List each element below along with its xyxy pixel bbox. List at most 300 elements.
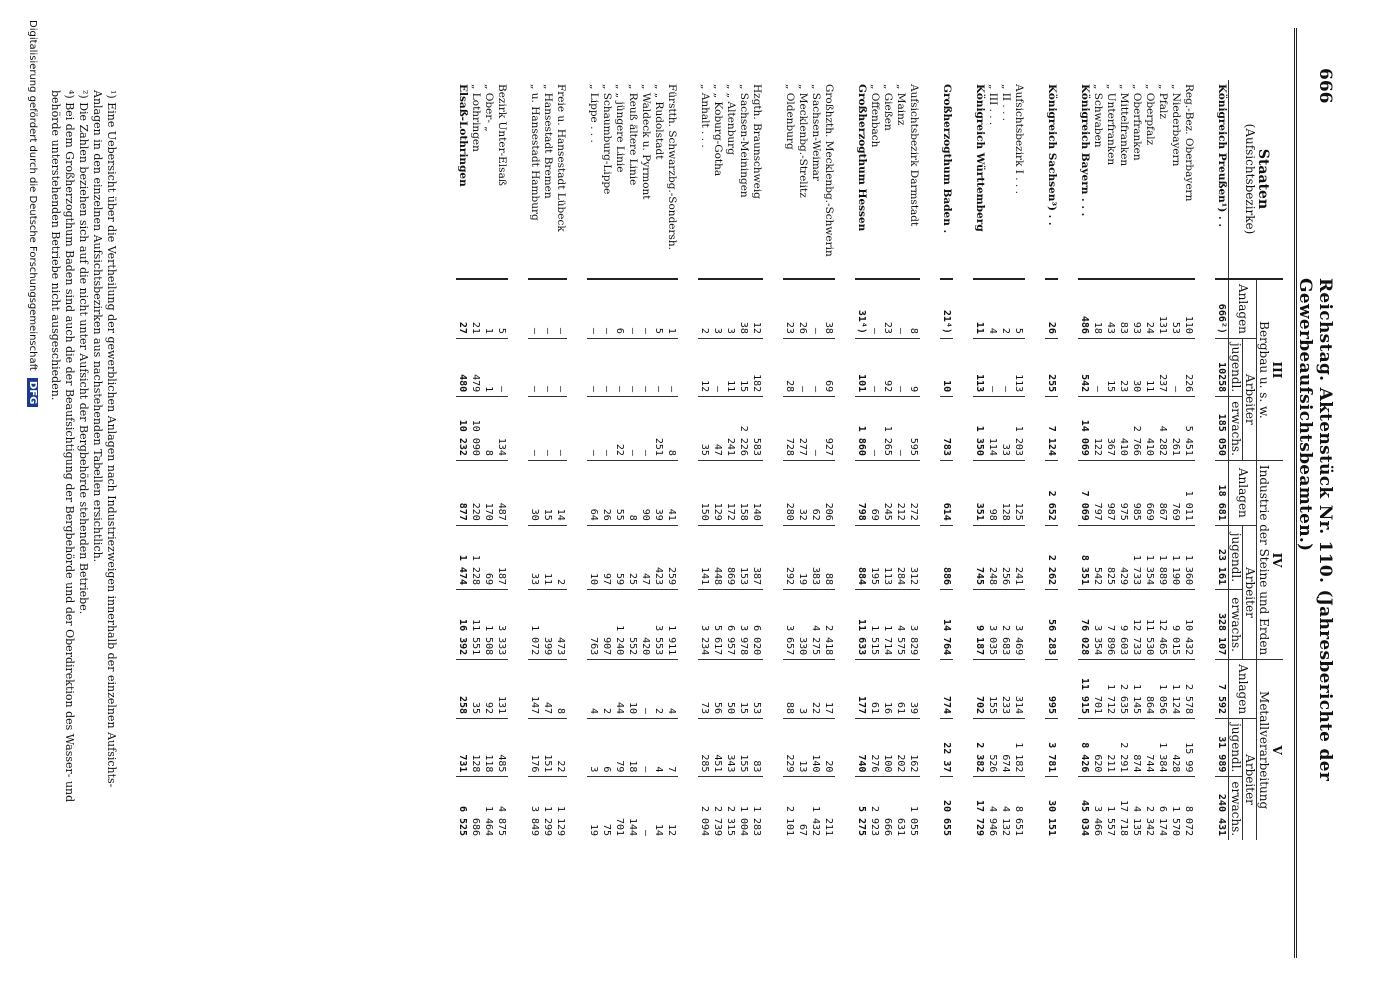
table-cell: 47 [541,660,554,719]
table-cell: — [868,338,881,396]
table-cell: 233 [999,660,1012,719]
table-cell: 864 [1143,660,1156,719]
table-cell: 56 283 [1045,590,1058,660]
table-cell: 328 107 [1215,590,1229,660]
table-cell: 237 [1156,338,1169,396]
table-cell: 1 283 [750,777,763,840]
table-row [737,80,750,840]
row-spacer [763,80,783,840]
table-row [894,80,907,840]
table-cell: 2 [554,525,567,589]
table-cell: — [587,338,600,396]
table-cell: 28 [783,338,796,396]
digitization-note [27,20,38,407]
table-cell: 101 [855,338,868,396]
table-cell: 33 [999,397,1012,461]
table-cell: 1 712 [1104,660,1117,719]
table-cell: — [639,279,652,338]
table-cell: 33 [528,525,541,589]
table-cell: 6 020 [750,590,763,660]
table-cell: 92 [881,338,894,396]
table-cell: 2 094 [698,777,711,840]
row-label: „ Schwaben [1091,80,1104,279]
row-label: „ Unterfranken [1104,80,1117,279]
table-cell: 79 [613,719,626,777]
table-cell: 23 161 [1215,525,1229,589]
table-cell: 763 [587,590,600,660]
table-cell: 7 069 [1078,460,1091,525]
row-label: „ Schaumburg-Lippe [600,80,613,279]
table-cell: 170 [482,460,495,525]
table-cell: 110 [1182,279,1195,338]
table-cell: 7 [665,719,678,777]
table-cell: 21⁴) [940,279,953,338]
table-cell: 23 [1117,338,1130,396]
table-cell: 8 [665,397,678,461]
row-label: „ Anhalt . . . [698,80,711,279]
footnote-1-cont: Anlagen in den einzelnen Aufsichtsbezirken aus nachstehenden Tabellen ersichtlich. [91,90,104,563]
table-cell: 3 [796,660,809,719]
digitization-text: Digitalisierung gefördert durch die Deutsche Forschungsgemeinschaft [27,20,38,371]
table-cell: 552 [626,590,639,660]
row-label: „ Oberfranken [1130,80,1143,279]
table-cell: 73 [698,660,711,719]
group-header-iii: III Bergbau u. s. w. [1257,279,1284,460]
row-label: „ „ Altenburg [724,80,737,279]
table-cell: 987 [1104,460,1117,525]
table-cell: 480 [456,338,469,396]
table-cell: — [639,777,652,840]
table-cell: 26 [796,279,809,338]
table-cell: 686 [469,777,482,840]
table-cell: 15 [737,338,750,396]
table-cell: 176 [528,719,541,777]
table-cell: 4 [986,279,999,338]
table-row [953,80,973,840]
table-cell: 1 124 [1169,660,1182,719]
table-cell: 14 069 [1078,397,1091,461]
table-row [600,80,613,840]
table-cell: 7 896 [1104,590,1117,660]
table-cell: — [626,279,639,338]
table-cell: 276 [868,719,881,777]
table-cell: 147 [528,660,541,719]
table-cell: 907 [600,590,613,660]
row-spacer [953,80,973,840]
table-cell: 144 [626,777,639,840]
table-cell: 61 [894,660,907,719]
row-label: „ Lothringen [469,80,482,279]
table-cell: 2 101 [783,777,796,840]
dfg-logo: DFG [27,378,38,407]
table-cell: 877 [456,460,469,525]
table-row [881,80,894,840]
table-cell: — [528,279,541,338]
table-row [973,80,986,840]
table-cell: 61 [868,660,881,719]
table-cell: 211 [822,777,835,840]
table-cell: 5 451 [1182,397,1195,461]
table-cell: 542 [1091,525,1104,589]
table-cell: 284 [894,525,907,589]
table-row [855,80,868,840]
table-row [1091,80,1104,840]
table-cell: 3 553 [652,590,665,660]
table-row [763,80,783,840]
table-cell: 272 [907,460,920,525]
table-cell: 134 [495,397,508,461]
table-cell: 485 [495,719,508,777]
table-cell: 9 187 [973,590,986,660]
table-row [783,80,796,840]
table-row [626,80,639,840]
table-cell: — [626,397,639,461]
table-cell: 12 733 [1130,590,1143,660]
table-cell: 10 232 [456,397,469,461]
row-label: „ Mainz [894,80,907,279]
table-cell: 2 [999,279,1012,338]
table-row [665,80,678,840]
row-spacer [1025,80,1045,840]
table-cell: 251 [652,397,665,461]
table-cell: 10 432 [1182,590,1195,660]
erwachs-header: erwachs. [1229,590,1243,660]
table-cell: 10 [940,338,953,396]
table-cell: 2 923 [868,777,881,840]
table-cell: 1 299 [541,777,554,840]
table-cell: — [587,397,600,461]
table-cell: 367 [1104,397,1117,461]
table-cell: 14 [652,777,665,840]
table-cell: 3 035 [986,590,999,660]
table-cell: 19 [587,777,600,840]
table-cell: 92 [482,660,495,719]
table-cell: 69 [482,525,495,589]
table-cell: 423 [652,525,665,589]
table-cell: 995 [1045,660,1058,719]
table-cell: 3 469 [1012,590,1025,660]
table-cell: 12 [750,279,763,338]
table-cell: 75 [600,777,613,840]
table-cell: 5 [1012,279,1025,338]
row-label: „ II . . . [999,80,1012,279]
table-cell: 745 [973,525,986,589]
table-cell: 158 [737,460,750,525]
table-cell: 241 [1012,525,1025,589]
table-cell: 583 [750,397,763,461]
row-label: Aufsichtsbezirk Darmstadt [907,80,920,279]
table-row [835,80,855,840]
table-cell: 261 [1169,397,1182,461]
row-label: „ Hansestadt Bremen [541,80,554,279]
table-cell: 11 [1143,338,1156,396]
table-cell: 1 464 [482,777,495,840]
table-cell: 285 [698,719,711,777]
table-cell: 240 431 [1215,777,1229,840]
table-cell: — [665,338,678,396]
states-header: Staaten (Aufsichtsbezirke) [1229,80,1284,279]
arbeiter-header: Arbeiter [1243,525,1257,659]
table-cell: 56 [711,660,724,719]
table-row [639,80,652,840]
table-cell: 1 228 [469,525,482,589]
table-cell: 38 [737,279,750,338]
table-cell: 410 [1117,397,1130,461]
table-cell: 1 240 [613,590,626,660]
table-cell: 22 [613,397,626,461]
table-row [1058,80,1078,840]
table-cell: 6 174 [1156,777,1169,840]
table-cell: 428 [1169,719,1182,777]
table-cell: 292 [783,525,796,589]
table-cell: 113 [1012,338,1025,396]
table-cell: 351 [973,460,986,525]
table-cell: 8 426 [1078,719,1091,777]
table-row [554,80,567,840]
table-cell: 975 [1117,460,1130,525]
anlagen-header: Anlagen [1229,660,1257,719]
row-label: „ III . . . [986,80,999,279]
table-cell: 5 [652,279,665,338]
table-cell: 3 333 [495,590,508,660]
table-cell: 21 [469,279,482,338]
table-cell: 4 [587,660,600,719]
table-cell: 45 034 [1078,777,1091,840]
table-cell: 4 [665,660,678,719]
table-cell: 4 275 [809,590,822,660]
table-cell: 151 [541,719,554,777]
table-cell: 67 [796,777,809,840]
table-cell: 23 [881,279,894,338]
table-cell: 1 265 [881,397,894,461]
table-cell: 451 [711,719,724,777]
table-cell: 6 525 [456,777,469,840]
row-label: „ Reuß ältere Linie [626,80,639,279]
table-cell: 43 [1104,279,1117,338]
table-cell: 542 [1078,338,1091,396]
table-cell: 702 [973,660,986,719]
jugendl-header: jugendl. [1229,719,1243,777]
table-cell: 4 135 [1130,777,1143,840]
table-cell: 487 [495,460,508,525]
table-cell: — [894,397,907,461]
table-cell: 128 [999,460,1012,525]
table-cell: 2 418 [822,590,835,660]
table-cell: — [626,338,639,396]
table-cell: 131 [495,660,508,719]
table-cell: 6 957 [724,590,737,660]
table-cell: 731 [456,719,469,777]
table-cell: 8 [907,279,920,338]
table-cell: — [541,279,554,338]
row-label: „ Waldeck u. Pyrmont [639,80,652,279]
table-cell: 30 [1130,338,1143,396]
table-row [822,80,835,840]
table-row [920,80,940,840]
table-cell: 241 [724,397,737,461]
table-cell: 12 465 [1156,590,1169,660]
table-cell: 869 [724,525,737,589]
table-cell: 10258 [1215,338,1229,396]
table-cell: 1 145 [1130,660,1143,719]
table-cell: 1 004 [737,777,750,840]
table-cell: 20 655 [940,777,953,840]
table-row [456,80,469,840]
table-cell: 486 [1078,279,1091,338]
table-cell: — [554,338,567,396]
table-cell: 12 [698,338,711,396]
table-cell: — [809,338,822,396]
table-cell: 2 315 [724,777,737,840]
table-cell: 5 275 [855,777,868,840]
table-cell: 19 [796,525,809,589]
table-cell: 211 [1104,719,1117,777]
row-label: „ Mecklenbg.-Strelitz [796,80,809,279]
row-label: Hzgth. Braunschweig [750,80,763,279]
table-cell: 1 911 [665,590,678,660]
table-cell: 6 [600,719,613,777]
table-row [698,80,711,840]
table-cell: — [528,397,541,461]
table-cell: 666²) [1215,279,1229,338]
table-cell: 867 [1156,460,1169,525]
table-cell: 16 392 [456,590,469,660]
table-cell: 187 [495,525,508,589]
table-cell: 14 [554,460,567,525]
table-cell: 2 342 [1143,777,1156,840]
table-cell: 399 [541,590,554,660]
table-cell: — [613,338,626,396]
table-cell: 90 [639,460,652,525]
table-cell: 129 [711,460,724,525]
table-cell: 3 354 [1091,590,1104,660]
table-row [999,80,1012,840]
table-cell: 11 551 [469,590,482,660]
table-cell: 3 [587,719,600,777]
footnote-4-cont: behörde unterstehenden Betriebe nicht ausgeschieden. [49,90,62,401]
table-cell: 1 557 [1104,777,1117,840]
jugendl-header: jugendl. [1229,338,1243,396]
table-cell: 24 [1143,279,1156,338]
table-cell: 330 [796,590,809,660]
row-label: Fürstth. Schwarzbg.-Sondersh. [665,80,678,279]
table-cell: 30 [528,460,541,525]
row-label: Bezirk Unter-Elsaß [495,80,508,279]
arbeiter-header: Arbeiter [1243,719,1257,840]
table-cell: 2 [600,660,613,719]
table-cell: 182 [750,338,763,396]
table-cell: 11 633 [855,590,868,660]
table-cell: 343 [724,719,737,777]
row-label: „ Sachsen-Weimar [809,80,822,279]
table-cell: 740 [855,719,868,777]
table-cell: 15 [1104,338,1117,396]
table-cell: 798 [855,460,868,525]
table-cell: 11 915 [1078,660,1091,719]
table-cell: 3 829 [907,590,920,660]
table-cell: 1 [482,279,495,338]
table-cell: 22 [554,719,567,777]
table-cell: 212 [894,460,907,525]
table-cell: 76 028 [1078,590,1091,660]
table-cell: 1 182 [1012,719,1025,777]
table-cell: 4 575 [894,590,907,660]
table-cell: 26 [600,460,613,525]
table-cell: 128 [469,719,482,777]
table-cell: 114 [986,397,999,461]
row-label: „ Sachsen-Meiningen [737,80,750,279]
table-cell: 8 [554,660,567,719]
table-cell: — [868,279,881,338]
table-row [940,80,953,840]
group-header-v: V Metallverarbeitung [1257,660,1284,840]
table-cell: 985 [1130,460,1143,525]
table-row [587,80,600,840]
table-row [1169,80,1182,840]
table-row [1195,80,1215,840]
group-header-iv: IV Industrie der Steine und Erden [1257,460,1284,659]
table-cell: 1 384 [1156,719,1169,777]
table-cell: — [639,397,652,461]
table-cell: 131 [1156,279,1169,338]
table-cell: 41 [665,460,678,525]
row-label: „ Oberpfalz [1143,80,1156,279]
row-spacer [1058,80,1078,840]
table-cell: 1 432 [809,777,822,840]
table-cell: 927 [822,397,835,461]
table-cell: — [587,279,600,338]
table-cell: 1 011 [1182,460,1195,525]
table-row [567,80,587,840]
table-cell: 122 [1091,397,1104,461]
table-cell: — [600,279,613,338]
table-cell: 874 [1130,719,1143,777]
table-cell: — [639,719,652,777]
table-cell: 744 [1143,719,1156,777]
table-cell: 7 124 [1045,397,1058,461]
table-cell: 32 [796,460,809,525]
table-cell: 255 [1045,338,1058,396]
table-cell: 1 515 [868,590,881,660]
row-label: Großhzth. Mecklenbg.-Schwerin [822,80,835,279]
table-cell: 195 [868,525,881,589]
table-cell: 2 739 [711,777,724,840]
table-cell: 15 [541,460,554,525]
table-cell: — [809,397,822,461]
table-cell: 47 [639,525,652,589]
table-cell: 62 [809,460,822,525]
table-cell: 8 [482,397,495,461]
table-cell: 83 [1117,279,1130,338]
anlagen-header: Anlagen [1229,279,1257,338]
table-cell: 11 [724,338,737,396]
table-cell: 884 [855,525,868,589]
table-row [1045,80,1058,840]
table-cell: 4 946 [986,777,999,840]
table-cell: 3 849 [528,777,541,840]
table-cell: 11 [973,279,986,338]
table-cell: 886 [940,525,953,589]
table-row [613,80,626,840]
table-cell: 3 978 [737,590,750,660]
table-row [508,80,528,840]
row-label: „ Ober- „ [482,80,495,279]
table-cell: 2 [652,660,665,719]
table-cell: 7 592 [1215,660,1229,719]
table-cell: 614 [940,460,953,525]
table-cell: 31⁴) [855,279,868,338]
table-cell: 277 [796,397,809,461]
